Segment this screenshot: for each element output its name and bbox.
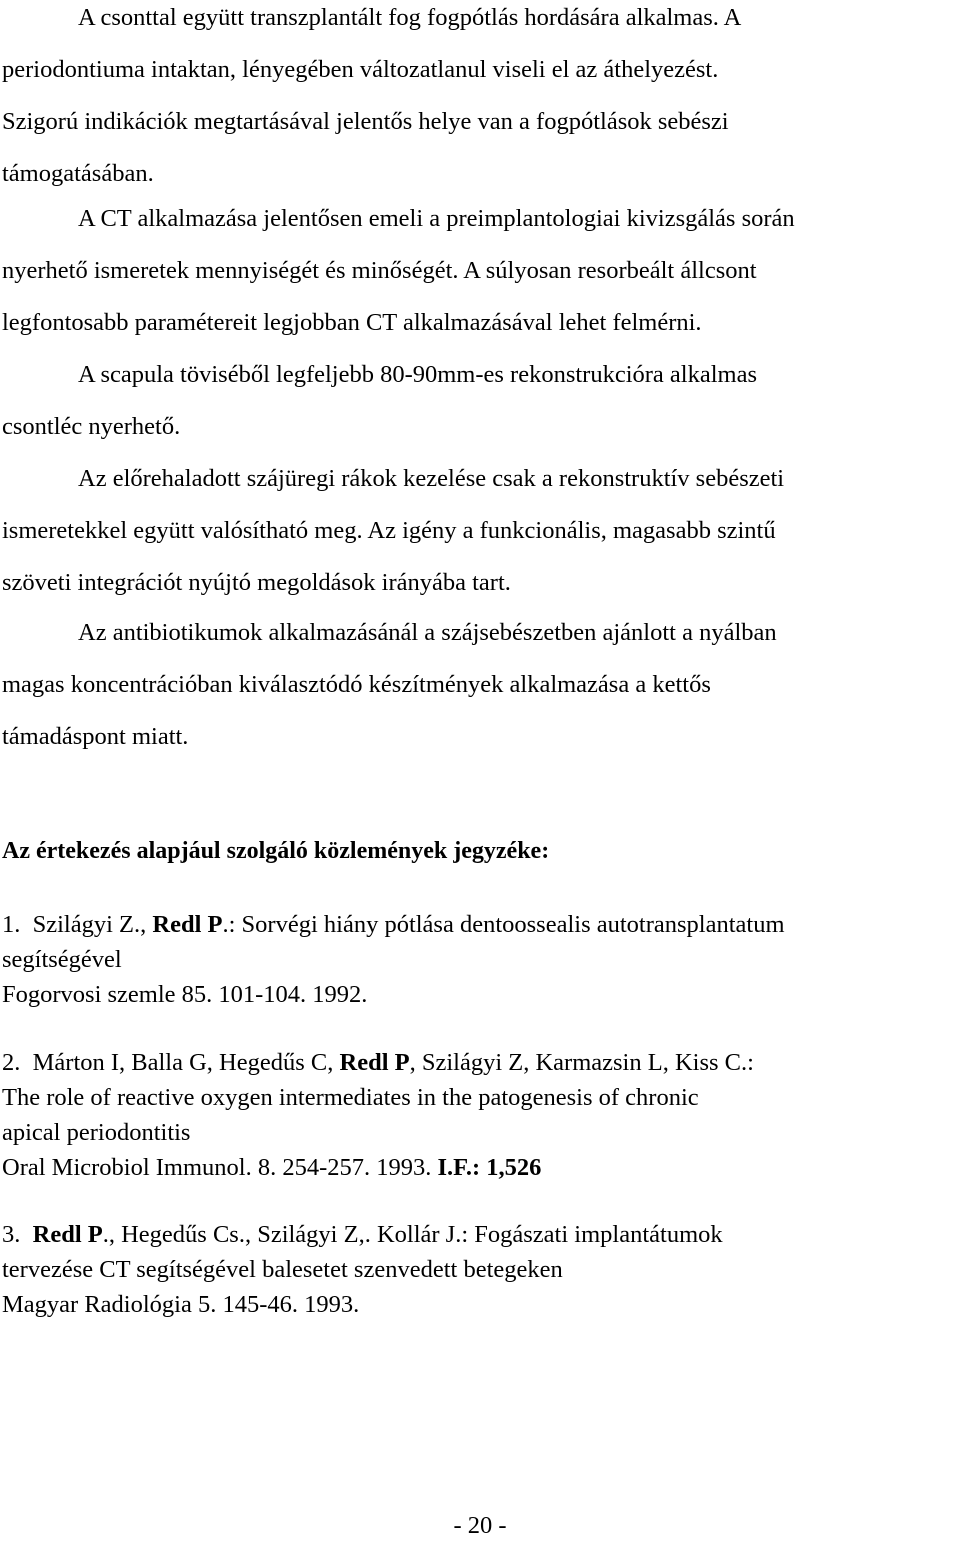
reference-journal: Fogorvosi szemle 85. 101-104. 1992. — [2, 981, 368, 1008]
paragraph-line: A CT alkalmazása jelentősen emeli a preimplantologiai kivizsgálás során — [78, 205, 795, 232]
reference-authors: 3. Redl P., Hegedűs Cs., Szilágyi Z,. Kollár J.: Fogászati implantátumok — [2, 1221, 723, 1248]
impact-factor: I.F.: 1,526 — [437, 1154, 542, 1181]
reference-title: tervezése CT segítségével balesetet szenvedett betegeken — [2, 1256, 563, 1283]
paragraph-line: támogatásában. — [2, 160, 154, 187]
paragraph-ct — [2, 193, 958, 349]
reference-item — [2, 1045, 958, 1185]
paragraph-line: támadáspont miatt. — [2, 723, 189, 750]
paragraph-line: csontléc nyerhető. — [2, 413, 181, 440]
paragraph-line: Az előrehaladott szájüregi rákok kezelése csak a rekonstruktív sebészeti — [78, 465, 785, 492]
reference-title: apical periodontitis — [2, 1119, 191, 1146]
reference-authors: 2. Márton I, Balla G, Hegedűs C, Redl P, Szilágyi Z, Karmazsin L, Kiss C.: — [2, 1049, 754, 1076]
reference-journal: Oral Microbiol Immunol. 8. 254-257. 1993. I.F.: 1,526 — [2, 1154, 542, 1181]
paragraph-tooth-transplant — [2, 0, 958, 200]
reference-title: The role of reactive oxygen intermediates in the patogenesis of chronic — [2, 1084, 699, 1111]
paragraph-line: magas koncentrációban kiválasztódó készítmények alkalmazása a kettős — [2, 671, 711, 698]
paragraph-line: periodontiuma intaktan, lényegében változatlanul viseli el az áthelyezést. — [2, 56, 719, 83]
reference-journal: Magyar Radiológia 5. 145-46. 1993. — [2, 1291, 360, 1318]
paragraph-line: Az antibiotikumok alkalmazásánál a szájsebészetben ajánlott a nyálban — [78, 619, 777, 646]
reference-item — [2, 907, 958, 1012]
author-highlight: Redl P — [339, 1049, 410, 1076]
reference-authors: 1. Szilágyi Z., Redl P.: Sorvégi hiány pótlása dentoossealis autotransplantatum — [2, 911, 785, 938]
reference-item — [2, 1217, 958, 1322]
paragraph-antibiotics — [2, 607, 958, 763]
paragraph-line: Szigorú indikációk megtartásával jelentős helye van a fogpótlások sebészi — [2, 108, 729, 135]
paragraph-line: ismeretekkel együtt valósítható meg. Az igény a funkcionális, magasabb szintű — [2, 517, 776, 544]
paragraph-line: A csonttal együtt transzplantált fog fogpótlás hordására alkalmas. A — [78, 4, 742, 31]
paragraph-oral-cancer — [2, 453, 958, 609]
reference-number: 2. — [2, 1049, 21, 1076]
reference-number: 3. — [2, 1221, 21, 1248]
paragraph-scapula — [2, 349, 958, 453]
paragraph-line: legfontosabb paramétereit legjobban CT alkalmazásával lehet felmérni. — [2, 309, 702, 336]
paragraph-line: szöveti integrációt nyújtó megoldások irányába tart. — [2, 569, 511, 596]
author-highlight: Redl P — [32, 1221, 103, 1248]
publications-heading: Az értekezés alapjául szolgáló közlemények jegyzéke: — [2, 838, 550, 864]
paragraph-line: A scapula töviséből legfeljebb 80-90mm-es rekonstrukcióra alkalmas — [78, 361, 758, 388]
paragraph-line: nyerhető ismeretek mennyiségét és minőségét. A súlyosan resorbeált állcsont — [2, 257, 757, 284]
author-highlight: Redl P — [152, 911, 223, 938]
page-number: - 20 - — [453, 1512, 507, 1539]
reference-title: segítségével — [2, 946, 122, 973]
reference-number: 1. — [2, 911, 21, 938]
